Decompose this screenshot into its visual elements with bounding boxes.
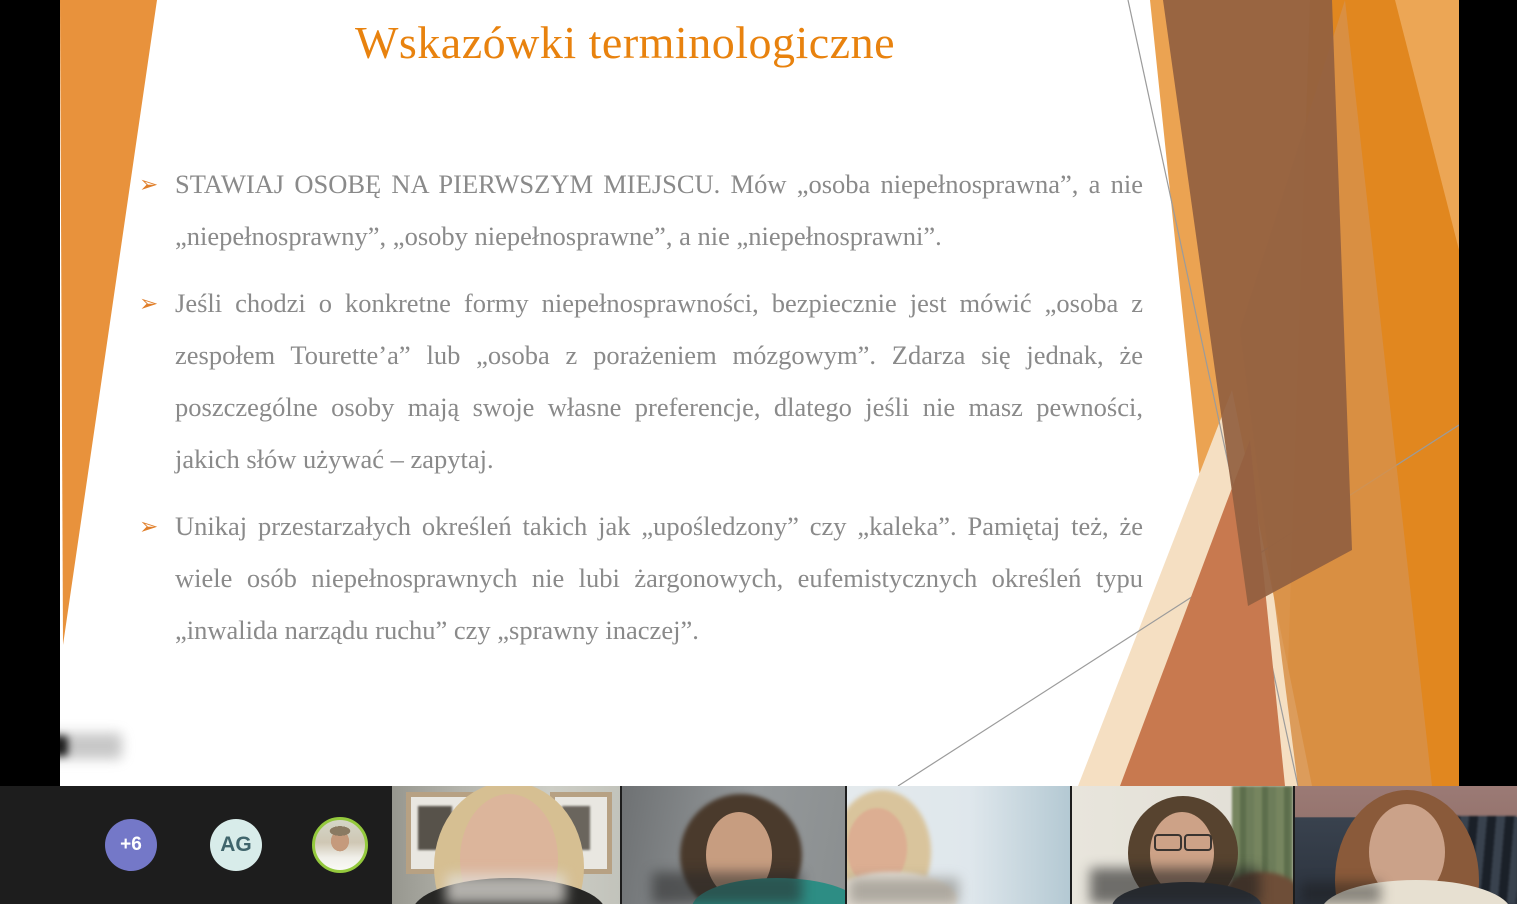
overflow-participants-badge[interactable]: +6 [105, 819, 157, 871]
bullet-item [139, 277, 1143, 485]
video-tile[interactable] [1072, 786, 1293, 904]
slide-title: Wskazówki terminologiczne [354, 17, 896, 68]
glasses-left-lens [1154, 834, 1182, 851]
bullet-arrow-icon: ➢ [139, 172, 159, 198]
video-tile[interactable] [622, 786, 845, 904]
presentation-slide [60, 0, 1459, 786]
bullet-text: STAWIAJ OSOBĘ NA PIERWSZYM MIEJSCU. Mów „osoba niepełnosprawna”, a nie „niepełnosprawny”, „osoby niepełnosprawne”, a nie „niepełnosprawni”. [175, 169, 1143, 251]
bullet-text: Unikaj przestarzałych określeń takich jak „upośledzony” czy „kaleka”. Pamiętaj też, że wiele osób niepełnosprawnych nie lubi żargonowych, eufemistycznych określeń typu „inwalida narządu ruchu” czy „sprawny inaczej”. [175, 511, 1143, 645]
blurred-name-label [1090, 868, 1260, 904]
video-tile[interactable] [392, 786, 620, 904]
blurred-watermark [60, 733, 122, 759]
bullet-item [139, 158, 1143, 262]
video-tile[interactable] [847, 786, 1070, 904]
blurred-name-label [849, 878, 959, 904]
bullet-arrow-icon: ➢ [139, 291, 159, 317]
video-tile[interactable] [1295, 786, 1517, 904]
glasses-right-lens [1184, 834, 1212, 851]
blurred-name-label [1301, 882, 1381, 904]
blurred-name-label [446, 874, 566, 904]
participant-photo-avatar[interactable] [312, 817, 368, 873]
bullet-arrow-icon: ➢ [139, 514, 159, 540]
blurred-watermark-logo [60, 736, 68, 756]
bullet-text: Jeśli chodzi o konkretne formy niepełnosprawności, bezpiecznie jest mówić „osoba z zespołem Tourette’a” lub „osoba z porażeniem mózgowym”. Zdarza się jednak, że poszczególne osoby mają swoje własne preferencje, dlatego jeśli nie masz pewności, jakich słów używać – zapytaj. [175, 288, 1143, 474]
participant-initials-avatar[interactable]: AG [210, 819, 262, 871]
participants-strip [0, 786, 1517, 904]
slide-body [139, 158, 1143, 671]
blurred-name-label [652, 872, 802, 904]
bullet-item [139, 500, 1143, 656]
